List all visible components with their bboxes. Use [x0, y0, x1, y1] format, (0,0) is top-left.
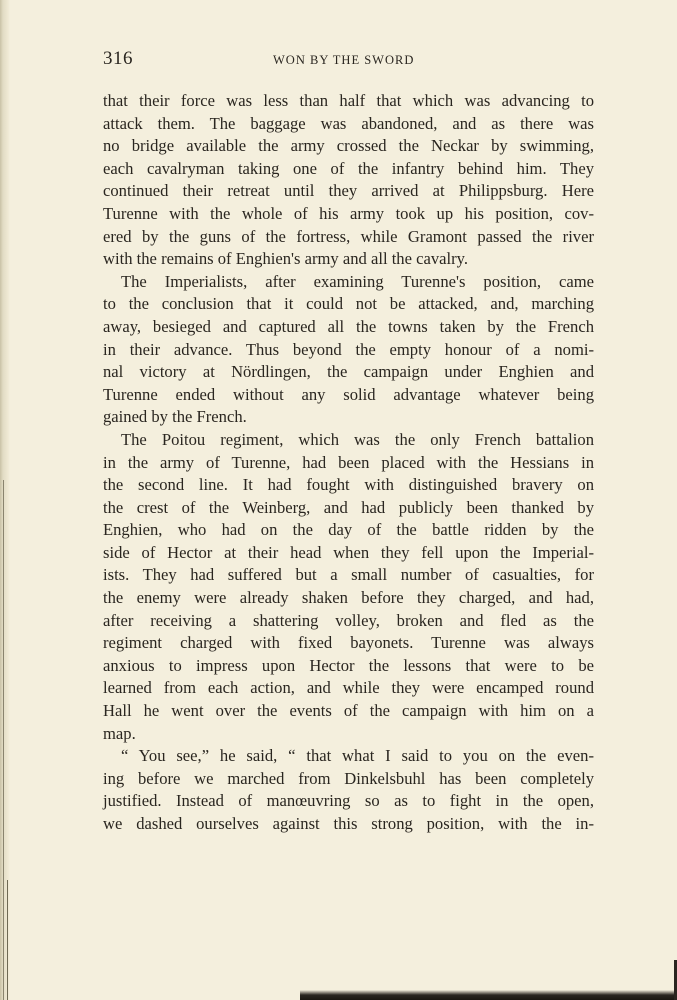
text-line: Enghien, who had on the day of the battle ridden by the: [103, 520, 594, 540]
body-text: [103, 90, 594, 836]
text-line: The Poitou regiment, which was the only French battalion: [121, 429, 594, 449]
text-line: “ You see,” he said, “ that what I said to you on the even-: [121, 746, 594, 766]
text-line: Hall he went over the events of the campaign with him on a: [103, 701, 594, 721]
text-line: continued their retreat until they arrived at Philippsburg. Here: [103, 181, 594, 201]
text-line: the enemy were already shaken before they charged, and had,: [103, 588, 594, 608]
text-line: to the conclusion that it could not be attacked, and, marching: [103, 294, 594, 314]
running-head: WON BY THE SWORD: [273, 53, 415, 67]
binding-line: [7, 880, 8, 1000]
text-line: learned from each action, and while they were encamped round: [103, 678, 594, 698]
text-line: with the remains of Enghien's army and all the cavalry.: [103, 249, 469, 269]
text-line: in their advance. Thus beyond the empty honour of a nomi-: [103, 339, 594, 359]
text-line: no bridge available the army crossed the Neckar by swimming,: [103, 136, 594, 156]
text-line: gained by the French.: [103, 407, 247, 427]
text-line: after receiving a shattering volley, broken and fled as the: [103, 610, 594, 630]
text-line: map.: [103, 723, 136, 743]
text-line: in the army of Turenne, had been placed with the Hessians in: [103, 452, 594, 472]
text-line: The Imperialists, after examining Turenne's position, came: [121, 271, 594, 291]
binding-line: [3, 480, 4, 1000]
page-gutter-shadow: [0, 0, 10, 1000]
text-line: ered by the guns of the fortress, while Gramont passed the river: [103, 226, 594, 246]
text-line: the crest of the Weinberg, and had publicly been thanked by: [103, 497, 594, 517]
text-line: Turenne ended without any solid advantage whatever being: [103, 384, 594, 404]
text-line: ing before we marched from Dinkelsbuhl has been completely: [103, 768, 594, 788]
text-line: that their force was less than half that which was advancing to: [103, 91, 594, 110]
text-line: Turenne with the whole of his army took up his position, cov-: [103, 203, 594, 223]
text-line: justified. Instead of manœuvring so as to fight in the open,: [103, 791, 594, 811]
text-line: side of Hector at their head when they fell upon the Imperial-: [103, 542, 594, 562]
text-line: attack them. The baggage was abandoned, and as there was: [103, 113, 594, 133]
page-number: 316: [103, 48, 133, 69]
text-line: the second line. It had fought with distinguished bravery on: [103, 475, 594, 495]
text-line: ists. They had suffered but a small number of casualties, for: [103, 565, 594, 585]
text-line: anxious to impress upon Hector the lessons that were to be: [103, 655, 594, 675]
text-line: away, besieged and captured all the towns taken by the French: [103, 316, 594, 336]
text-line: we dashed ourselves against this strong position, with the in-: [103, 814, 594, 833]
page-header: [103, 48, 593, 78]
text-line: nal victory at Nördlingen, the campaign under Enghien and: [103, 362, 594, 382]
bottom-scan-edge: [300, 990, 677, 1000]
text-line: each cavalryman taking one of the infantry behind him. They: [103, 158, 594, 178]
text-line: regiment charged with fixed bayonets. Turenne was always: [103, 633, 594, 653]
